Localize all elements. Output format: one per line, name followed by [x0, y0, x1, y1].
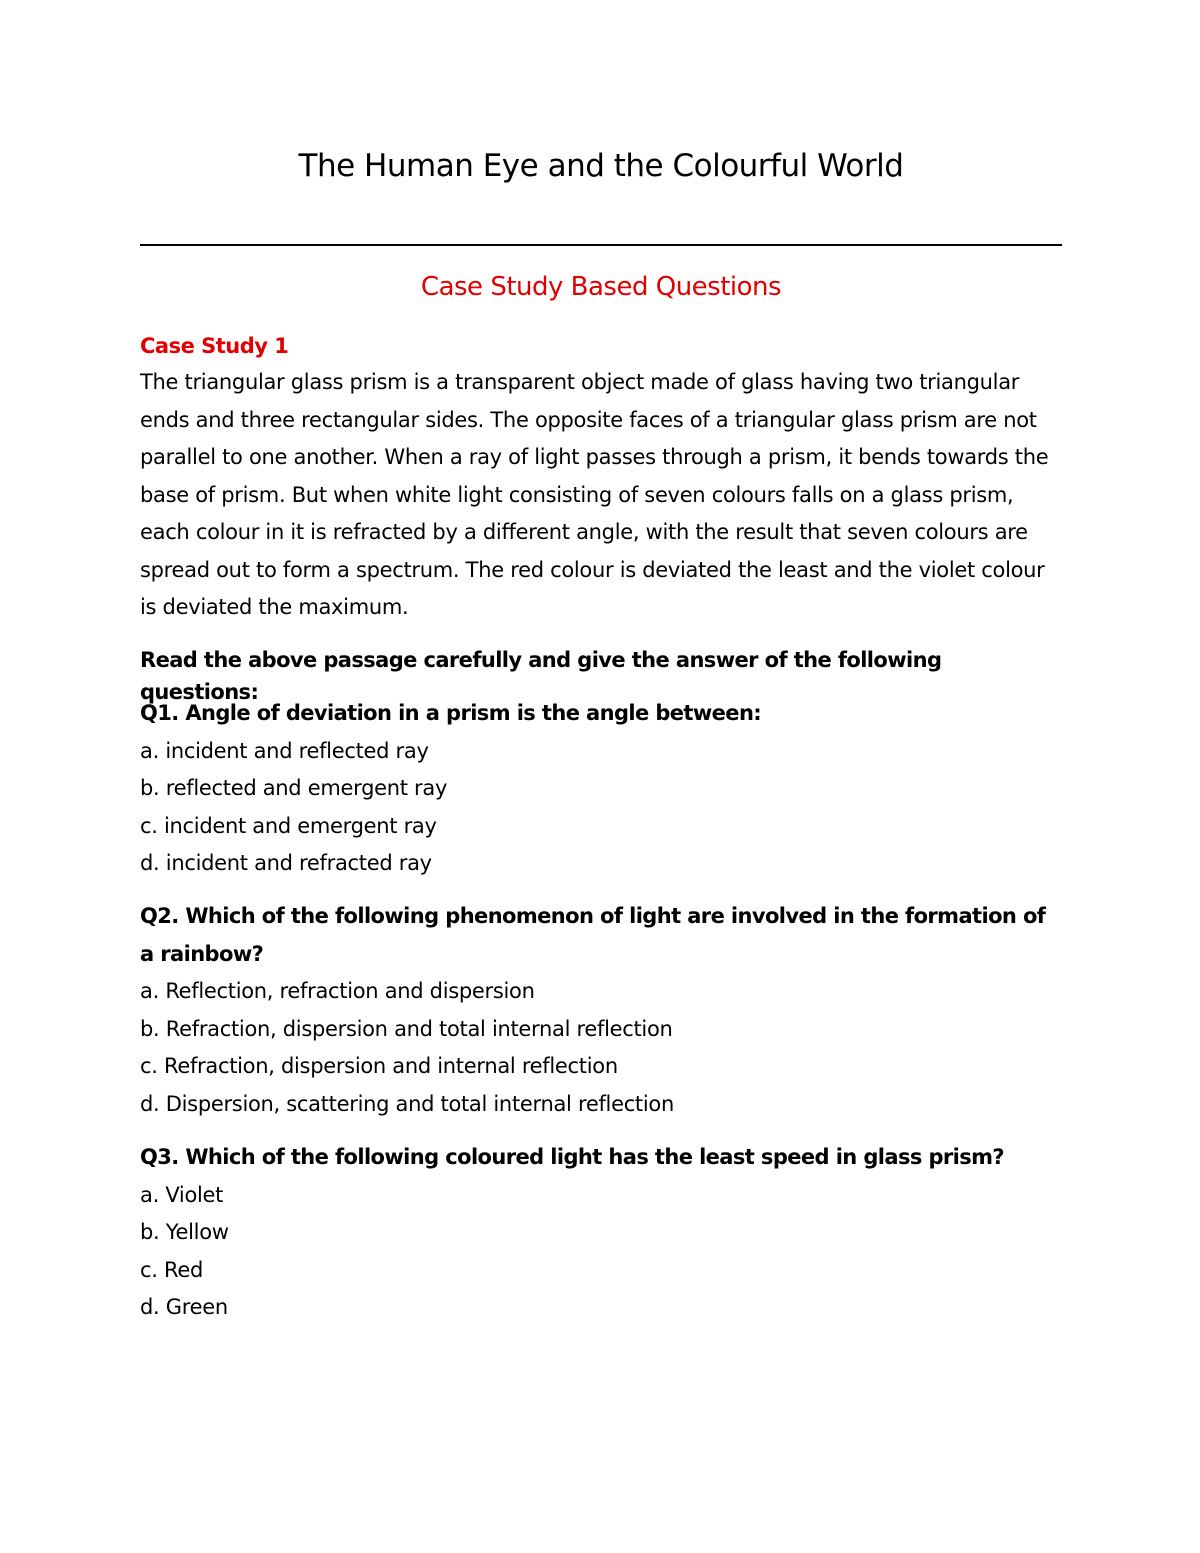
- section-heading: Case Study Based Questions: [420, 272, 782, 302]
- option-b: b. Yellow: [140, 1220, 229, 1244]
- page-title: The Human Eye and the Colourful World: [298, 148, 904, 184]
- option-a: a. incident and reflected ray: [140, 738, 429, 763]
- instruction-text: Read the above passage carefully and give the answer of the following questions:: [140, 648, 942, 704]
- option-d: d. Dispersion, scattering and total internal reflection: [140, 1091, 674, 1116]
- question-text: Q3. Which of the following coloured light has the least speed in glass prism?: [140, 1145, 1005, 1169]
- option-d: d. incident and refracted ray: [140, 851, 432, 875]
- question-block-2: [140, 898, 1062, 1123]
- case-study-label: Case Study 1: [140, 334, 289, 358]
- question-text: Q1. Angle of deviation in a prism is the angle between:: [140, 701, 762, 725]
- option-c: c. incident and emergent ray: [140, 813, 437, 838]
- option-c: c. Refraction, dispersion and internal reflection: [140, 1054, 618, 1078]
- question-block-3: [140, 1139, 1062, 1327]
- question-block-1: [140, 695, 1062, 883]
- option-d: d. Green: [140, 1295, 228, 1319]
- option-a: a. Reflection, refraction and dispersion: [140, 979, 535, 1003]
- option-b: b. reflected and emergent ray: [140, 776, 448, 800]
- option-b: b. Refraction, dispersion and total internal reflection: [140, 1016, 673, 1041]
- question-text: Q2. Which of the following phenomenon of light are involved in the formation of a rainbow?: [140, 904, 1046, 966]
- option-c: c. Red: [140, 1257, 203, 1282]
- option-a: a. Violet: [140, 1182, 224, 1207]
- title-divider: [140, 244, 1062, 246]
- case-passage: The triangular glass prism is a transparent object made of glass having two triangular ends and three rectangular sides. The opposite faces of a triangular glass prism are not parallel to one another. When a ray of light passes through a prism, it bends towards the base of prism. But when white light consisting of seven colours falls on a glass prism, each colour in it is refracted by a different angle, with the result that seven colours are spread out to form a spectrum. The red colour is deviated the least and the violet colour is deviated the maximum.: [140, 370, 1049, 619]
